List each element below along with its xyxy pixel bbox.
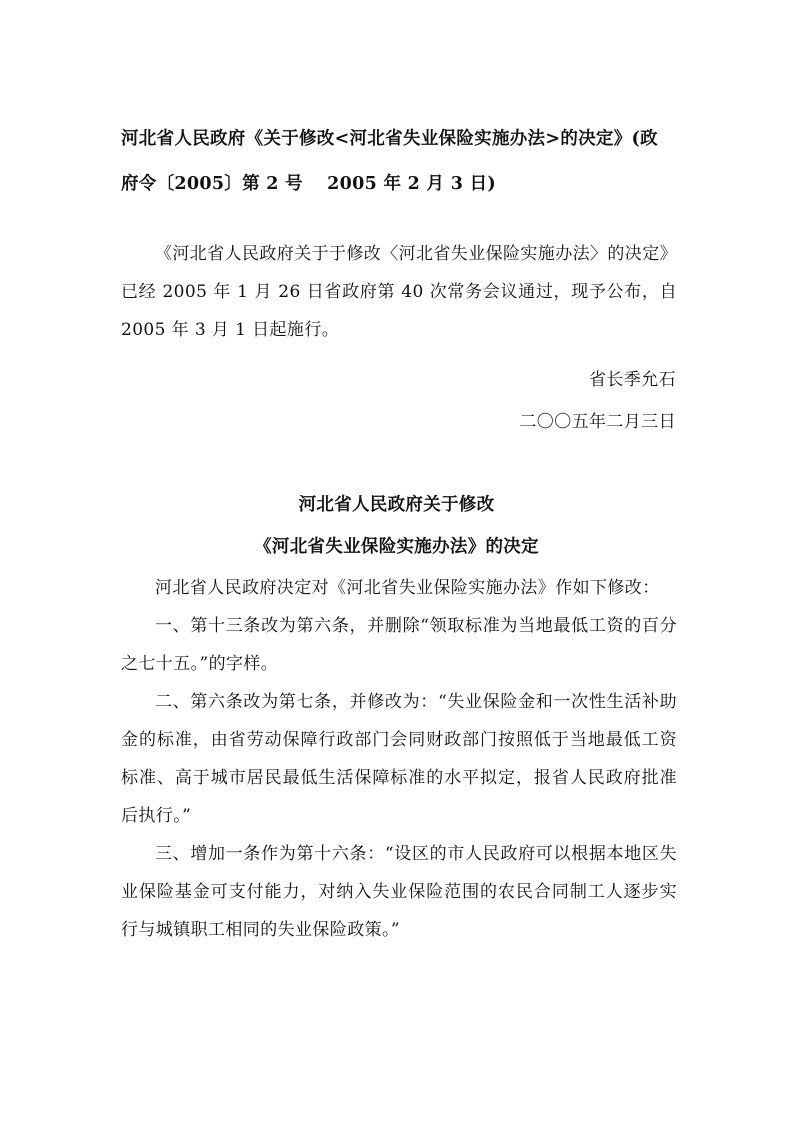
decision-title-line-2: 《河北省失业保险实施办法》的决定	[254, 537, 539, 557]
decision-title-line-1: 河北省人民政府关于修改	[298, 495, 495, 515]
signature-date: 二〇〇五年二月三日	[519, 412, 676, 432]
document-title-line-2: 府令〔2005〕第 2 号 2005 年 2 月 3 日)	[121, 174, 496, 194]
amendment-item: 二、第六条改为第七条，并修改为：“失业保险金和一次性生活补助金的标准，由省劳动保障行政部门会同财政部门按照低于当地最低工资标准、高于城市居民最低生活保障标准的水平拟定，报省人民政府批准后执行。”	[121, 692, 677, 826]
preamble-paragraph-block	[121, 235, 677, 349]
signature: 省长季允石	[589, 370, 676, 390]
document-title	[121, 117, 677, 207]
document-title-line-1: 河北省人民政府《关于修改<河北省失业保险实施办法>的决定》(政	[121, 129, 658, 149]
preamble-paragraph: 《河北省人民政府关于于修改〈河北省失业保险实施办法〉的决定》已经 2005 年 1 月 26 日省政府第 40 次常务会议通过，现予公布，自 2005 年 3 月 1 日起施行。	[121, 244, 677, 340]
decision-body	[121, 569, 677, 949]
amendment-item: 三、增加一条作为第十六条：“设区的市人民政府可以根据本地区失业保险基金可支付能力，对纳入失业保险范围的农民合同制工人逐步实行与城镇职工相同的失业保险政策。”	[121, 844, 677, 940]
decision-intro: 河北省人民政府决定对《河北省失业保险实施办法》作如下修改：	[155, 578, 660, 598]
amendment-item: 一、第十三条改为第六条，并删除“领取标准为当地最低工资的百分之七十五。”的字样。	[121, 616, 677, 674]
